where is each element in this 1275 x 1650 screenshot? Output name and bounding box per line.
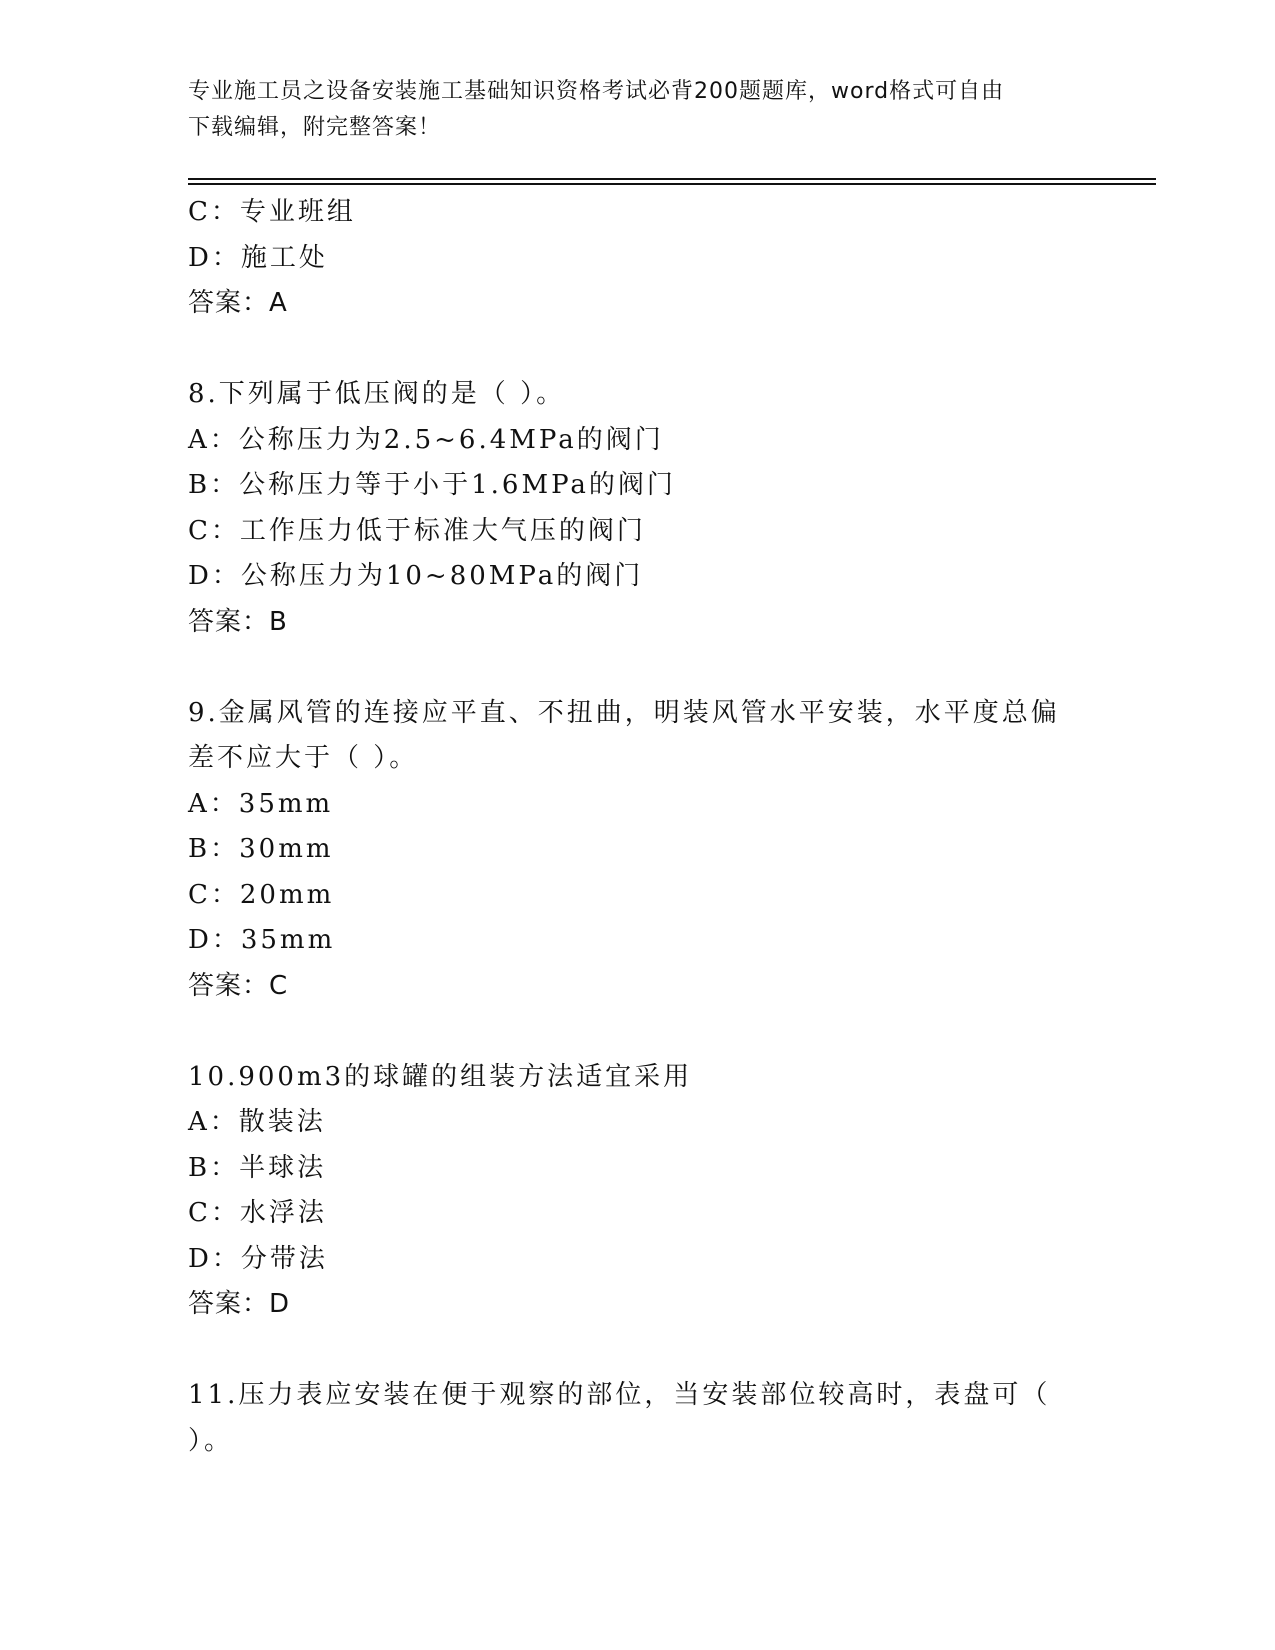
question-block-10	[188, 1055, 1088, 1328]
question-text: 11.压力表应安装在便于观察的部位，当安装部位较高时，表盘可（	[188, 1380, 1051, 1410]
option-d: D：35mm	[188, 925, 336, 955]
option-c: C：20mm	[188, 879, 335, 910]
document-header	[188, 74, 1088, 146]
option-b: B：公称压力等于小于1.6MPa的阀门	[188, 470, 676, 500]
spacer	[188, 1009, 1088, 1055]
option-b: B：半球法	[188, 1152, 327, 1183]
option-a: A：散装法	[188, 1107, 326, 1137]
option-b: B：30mm	[188, 834, 334, 864]
spacer	[188, 1328, 1088, 1374]
option-c: C：水浮法	[188, 1198, 327, 1228]
question-block-9	[188, 691, 1088, 1010]
question-list	[188, 190, 1088, 1464]
question-block-prev	[188, 190, 1088, 327]
header-line-2: 下载编辑，附完整答案！	[188, 115, 442, 140]
option-d: D：公称压力为10~80MPa的阀门	[188, 561, 644, 591]
header-divider-top	[188, 178, 1156, 180]
answer-line: 答案：D	[188, 1289, 291, 1319]
question-text: 8.下列属于低压阀的是（ ）。	[188, 379, 566, 409]
answer-line: 答案：B	[188, 606, 288, 637]
header-divider-bottom	[188, 183, 1156, 185]
question-block-11	[188, 1373, 1088, 1464]
question-text-cont: 差不应大于（ ）。	[188, 743, 419, 773]
option-a: A：35mm	[188, 788, 334, 819]
option-a: A：公称压力为2.5~6.4MPa的阀门	[188, 424, 664, 455]
option-c: C：专业班组	[188, 197, 356, 227]
spacer	[188, 645, 1088, 691]
answer-line: 答案：C	[188, 970, 289, 1001]
question-text-cont: ）。	[188, 1425, 234, 1456]
spacer	[188, 327, 1088, 373]
header-line-1: 专业施工员之设备安装施工基础知识资格考试必背200题题库，word格式可自由	[188, 79, 1005, 104]
option-d: D：分带法	[188, 1243, 328, 1274]
answer-line: 答案：A	[188, 288, 288, 318]
option-c: C：工作压力低于标准大气压的阀门	[188, 515, 646, 546]
question-text: 10.900m3的球罐的组装方法适宜采用	[188, 1061, 693, 1092]
question-block-8	[188, 372, 1088, 645]
option-d: D：施工处	[188, 242, 328, 273]
question-text: 9.金属风管的连接应平直、不扭曲，明装风管水平安装，水平度总偏	[188, 697, 1060, 728]
